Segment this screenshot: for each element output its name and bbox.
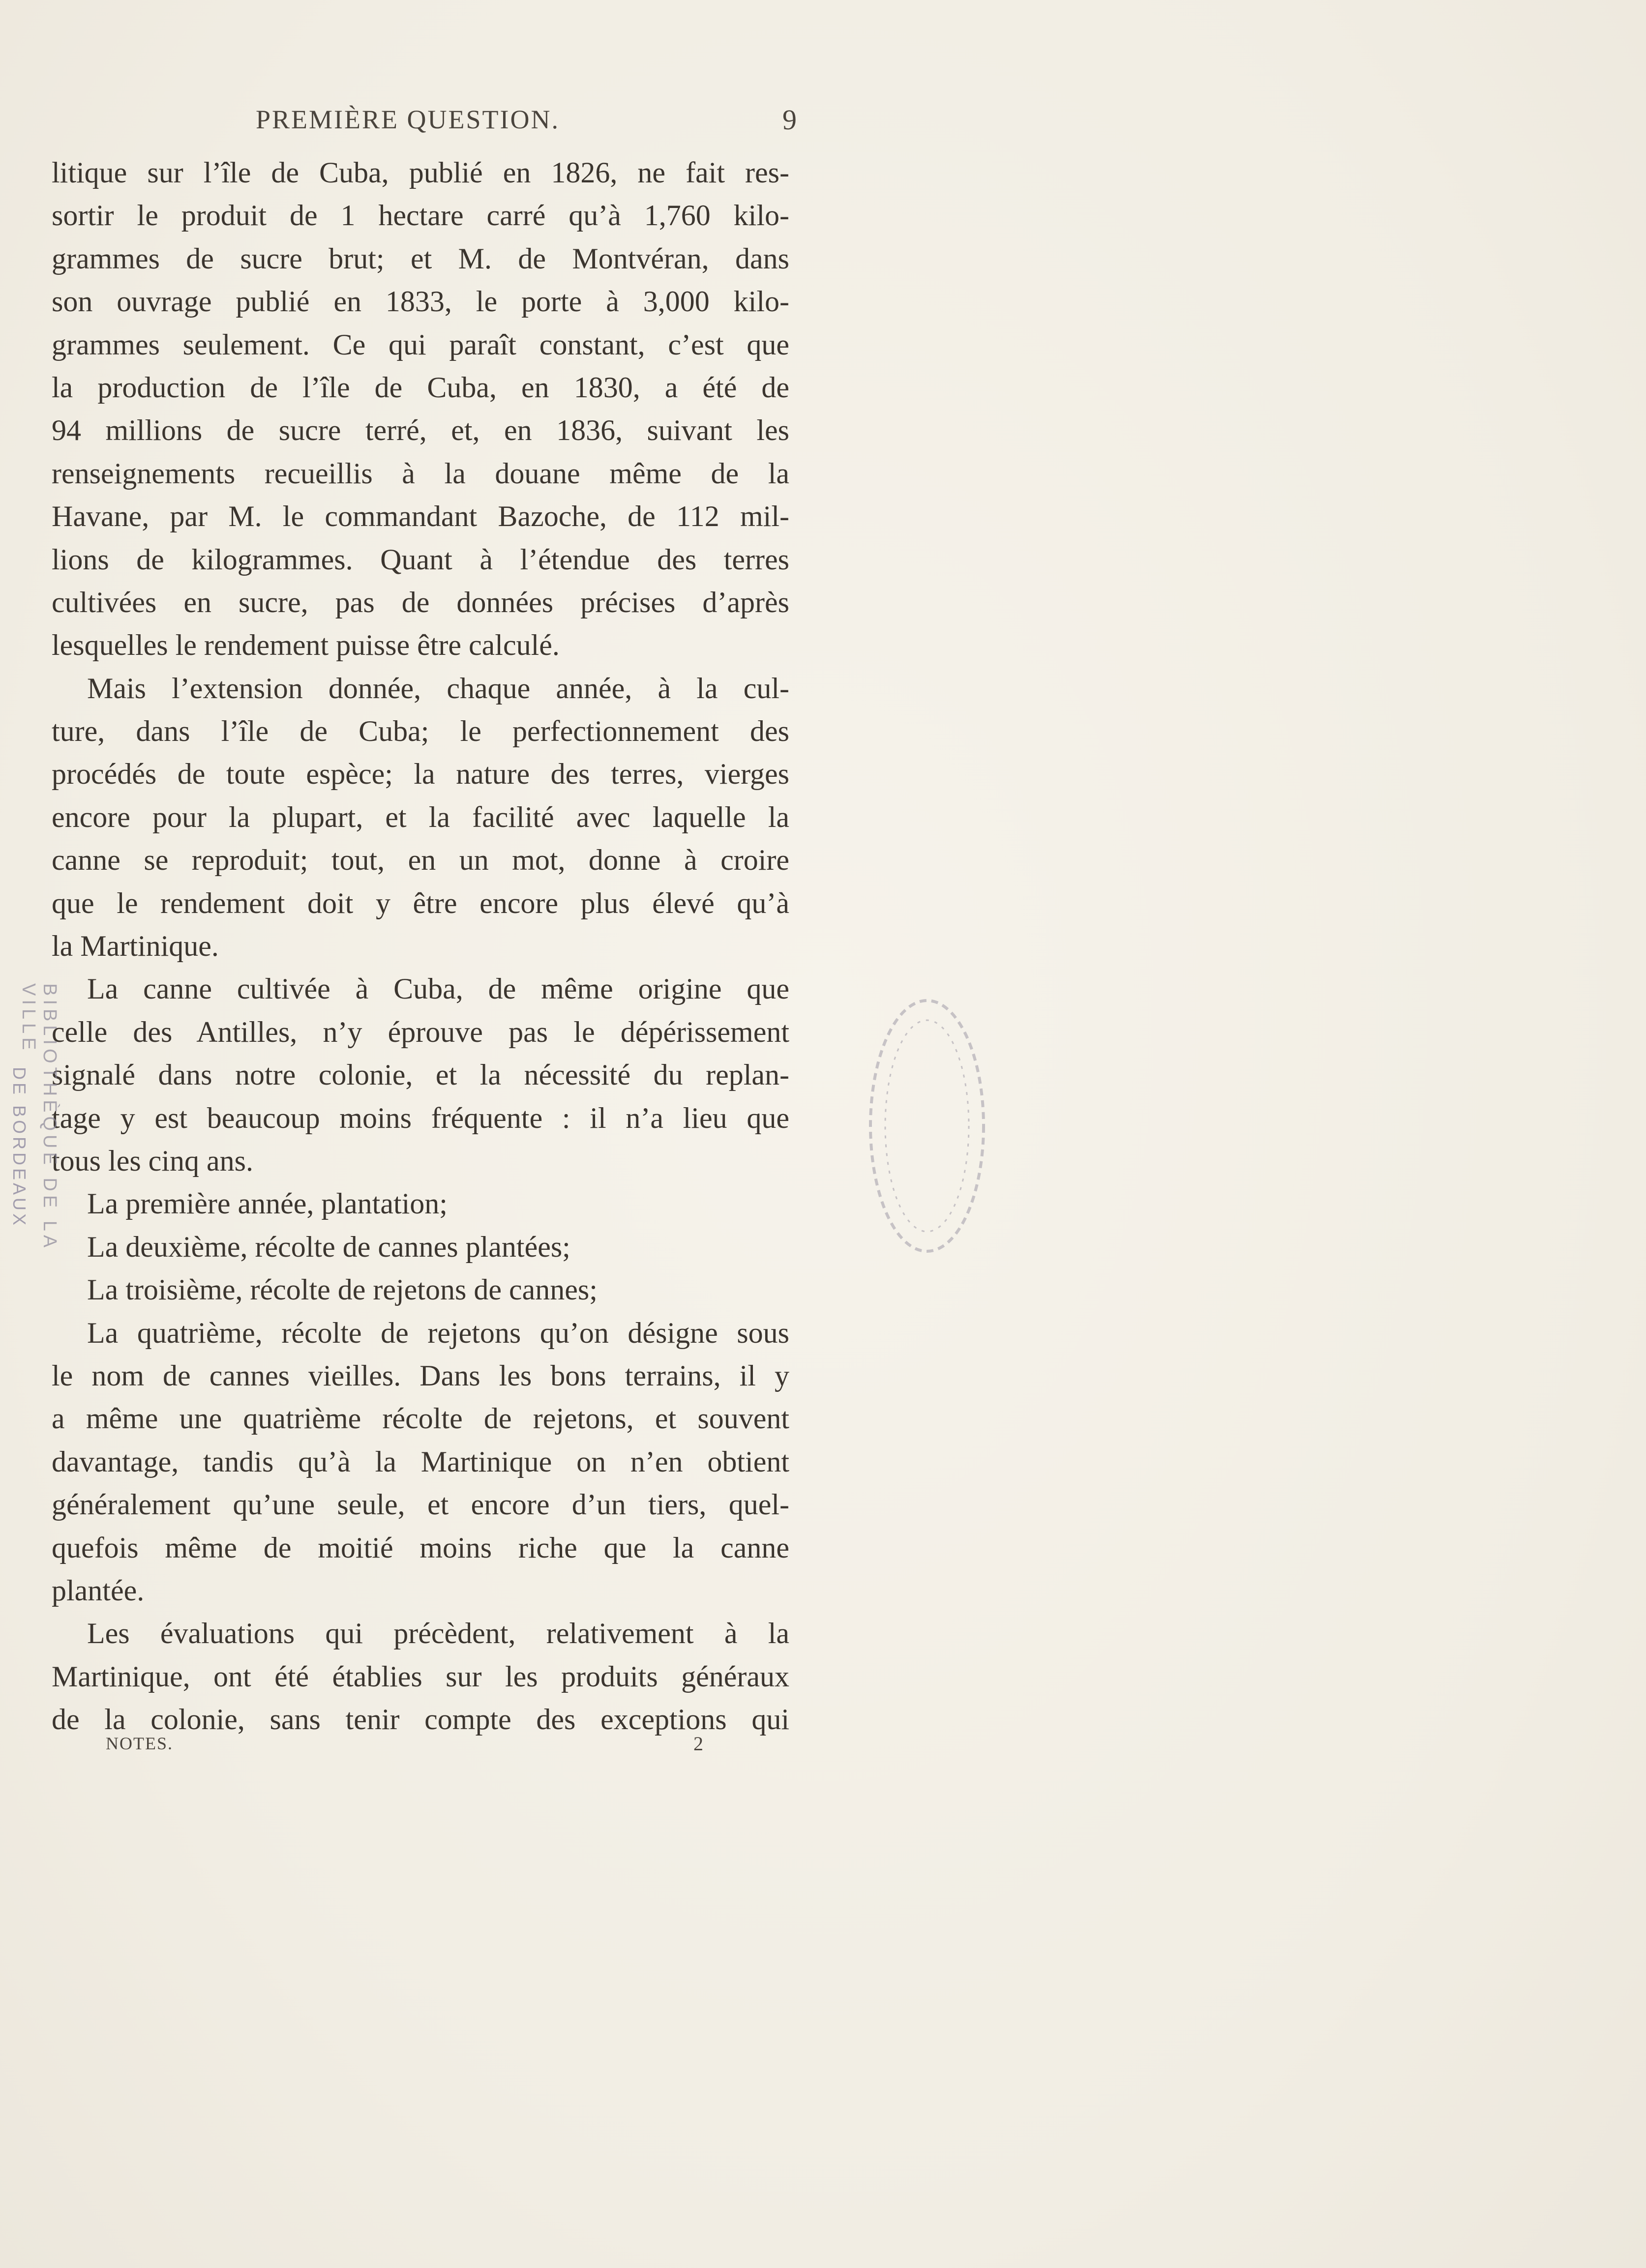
text-line: grammes de sucre brut; et M. de Montvéran, dans	[52, 242, 789, 275]
page-number: 9	[782, 104, 797, 136]
running-head: PREMIÈRE QUESTION.	[256, 105, 560, 134]
signature-mark: NOTES.	[106, 1734, 173, 1753]
text-line: Martinique, ont été établies sur les produits généraux	[52, 1660, 789, 1693]
text-line: signalé dans notre colonie, et la nécessité du replan-	[52, 1059, 789, 1091]
text-line: le nom de cannes vieilles. Dans les bons terrains, il y	[52, 1359, 789, 1392]
signature-number: 2	[693, 1733, 703, 1755]
page-header	[246, 98, 797, 143]
text-line: canne se reproduit; tout, en un mot, donne à croire	[52, 844, 789, 877]
text-line: la Martinique.	[52, 930, 219, 963]
text-line: ture, dans l’île de Cuba; le perfectionnement des	[52, 715, 789, 748]
text-line: Havane, par M. le commandant Bazoche, de 112 mil-	[52, 500, 789, 533]
text-line: La première année, plantation;	[87, 1187, 448, 1220]
text-line: généralement qu’une seule, et encore d’un tiers, quel-	[52, 1488, 789, 1521]
text-line: Les évaluations qui précèdent, relativement à la	[87, 1617, 789, 1650]
text-line: celle des Antilles, n’y éprouve pas le dépérissement	[52, 1015, 789, 1048]
page-footer	[106, 1733, 725, 1767]
text-line: a même une quatrième récolte de rejetons, et souvent	[52, 1402, 789, 1435]
body-text	[52, 151, 789, 1741]
oval-library-stamp-icon	[863, 988, 991, 1264]
text-line: plantée.	[52, 1574, 145, 1607]
text-line: tous les cinq ans.	[52, 1144, 253, 1177]
text-line: renseignements recueillis à la douane même de la	[52, 457, 789, 490]
text-line: quefois même de moitié moins riche que la canne	[52, 1531, 789, 1564]
library-stamp-name: BIBLIOTHÈQUE DE LA VILLE	[18, 983, 60, 1251]
text-line: grammes seulement. Ce qui paraît constant, c’est que	[52, 328, 789, 361]
text-line: son ouvrage publié en 1833, le porte à 3,000 kilo-	[52, 285, 789, 318]
text-line: lions de kilogrammes. Quant à l’étendue des terres	[52, 543, 789, 576]
text-line: procédés de toute espèce; la nature des terres, vierges	[52, 758, 789, 791]
text-line: la production de l’île de Cuba, en 1830, a été de	[52, 371, 789, 404]
library-stamp-city: DE BORDEAUX	[9, 1067, 30, 1229]
text-line: davantage, tandis qu’à la Martinique on n’en obtient	[52, 1445, 789, 1478]
text-line: lesquelles le rendement puisse être calculé.	[52, 629, 560, 662]
text-line: sortir le produit de 1 hectare carré qu’à 1,760 kilo-	[52, 199, 789, 232]
text-line: cultivées en sucre, pas de données précises d’après	[52, 586, 789, 619]
text-line: tage y est beaucoup moins fréquente : il n’a lieu que	[52, 1101, 789, 1134]
text-line: de la colonie, sans tenir compte des exceptions qui	[52, 1703, 789, 1736]
text-line: La troisième, récolte de rejetons de cannes;	[87, 1273, 598, 1306]
text-line: 94 millions de sucre terré, et, en 1836, suivant les	[52, 414, 789, 447]
text-line: litique sur l’île de Cuba, publié en 1826, ne fait res-	[52, 156, 789, 189]
text-line: Mais l’extension donnée, chaque année, à la cul-	[87, 672, 789, 705]
text-line: encore pour la plupart, et la facilité avec laquelle la	[52, 800, 789, 833]
text-line: La canne cultivée à Cuba, de même origine que	[87, 972, 789, 1005]
text-line: La deuxième, récolte de cannes plantées;	[87, 1230, 570, 1263]
text-line: que le rendement doit y être encore plus élevé qu’à	[52, 886, 789, 919]
text-line: La quatrième, récolte de rejetons qu’on désigne sous	[87, 1316, 789, 1349]
